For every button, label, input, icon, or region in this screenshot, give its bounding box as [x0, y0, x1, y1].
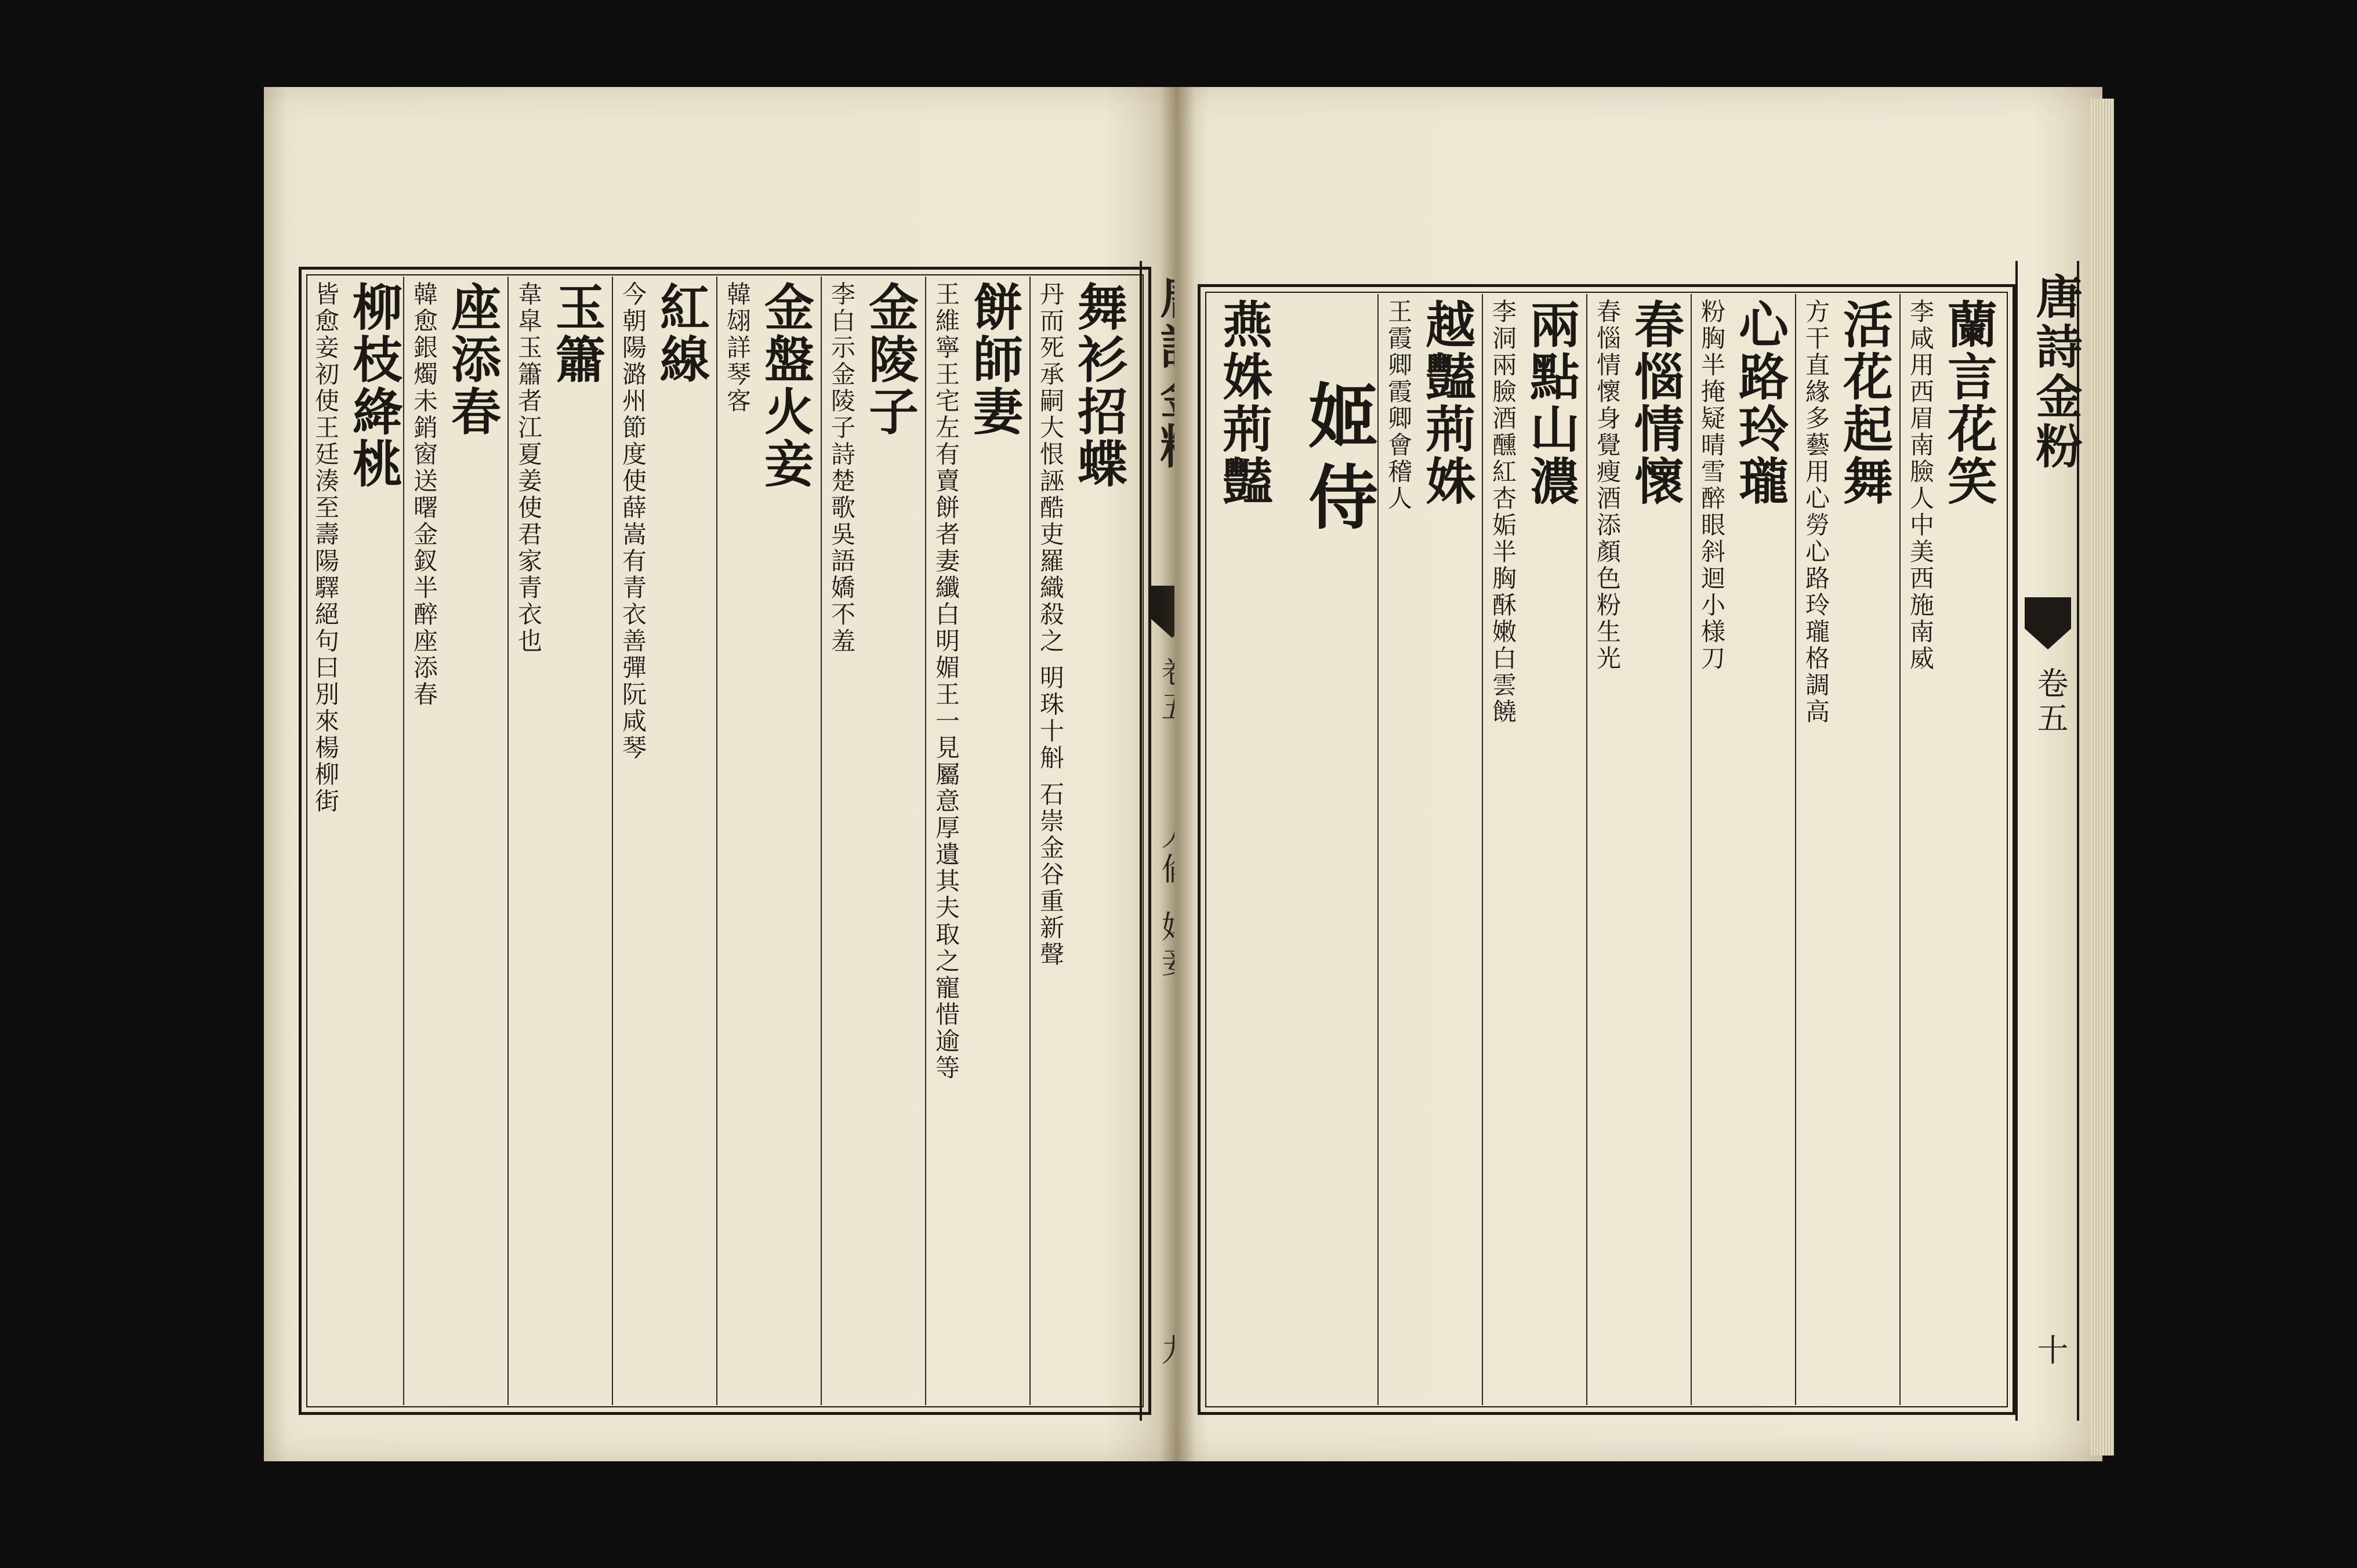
text-column-headword: 金盤火妾 — [756, 281, 814, 490]
column-rule — [716, 277, 717, 1405]
margin-volume: 卷五 — [2032, 667, 2069, 736]
column-rule — [925, 277, 926, 1405]
text-column-headword: 玉簫 — [547, 281, 605, 386]
margin-book-title: 唐詩金粉 — [2028, 273, 2083, 472]
text-column-headword: 柳枝絳桃 — [344, 281, 402, 490]
column-rule — [821, 277, 822, 1405]
text-column-note: 皆愈妾初使王廷湊至壽陽驛絕句曰別來楊柳街 — [311, 281, 340, 815]
text-column-note: 韓愈銀燭未銷窗送曙金釵半醉座添春 — [410, 281, 438, 708]
right-text-frame — [1198, 284, 2015, 1415]
text-column-headword: 蘭言花笑 — [1939, 299, 1997, 507]
text-column-headword: 金陵子 — [860, 281, 919, 438]
text-column-note: 丹而死承嗣大恨誣酷吏羅織殺之 明珠十斛 石崇金谷重新聲 — [1036, 281, 1065, 968]
column-rule — [612, 277, 613, 1405]
column-rule — [1482, 294, 1483, 1405]
text-column-note: 李白示金陵子詩楚歌吳語嬌不羞 — [828, 281, 856, 655]
column-rule — [1377, 294, 1379, 1405]
column-rule — [1029, 277, 1031, 1405]
text-column-note: 春惱情懷身覺瘦酒添顏色粉生光 — [1593, 299, 1622, 672]
text-column-headword: 春惱情懷 — [1626, 299, 1684, 507]
column-rule — [507, 277, 509, 1405]
text-column-note: 李咸用西眉南臉人中美西施南威 — [1906, 299, 1935, 672]
page-edge-stack — [2091, 99, 2114, 1456]
column-rule — [1899, 294, 1901, 1405]
page-number: 十 — [2032, 1334, 2069, 1369]
text-column-headword: 兩點山濃 — [1521, 299, 1580, 507]
left-text-frame — [299, 267, 1151, 1415]
right-page-margin-column — [2015, 261, 2083, 1421]
text-column-note: 韓翃詳琴客 — [723, 281, 752, 415]
text-column-headword: 座添春 — [443, 281, 501, 438]
column-rule — [1691, 294, 1692, 1405]
column-rule — [403, 277, 404, 1405]
text-column-headword: 燕姝荊豔 — [1214, 299, 1272, 507]
text-column-note: 王霞卿霞卿會稽人 — [1384, 299, 1413, 512]
text-column-note: 李洞兩臉酒醺紅杏姤半胸酥嫩白雲饒 — [1489, 299, 1517, 725]
text-column-headword: 紅線 — [651, 281, 710, 386]
section-title: 姬侍 — [1297, 380, 1379, 542]
open-book — [264, 87, 2114, 1467]
right-page — [1174, 87, 2102, 1461]
text-column-note: 王維寧王宅左有賣餅者妻纖白明媚王一見屬意厚遺其夫取之寵惜逾等 — [932, 281, 960, 1081]
column-rule — [1795, 294, 1796, 1405]
book-gutter — [1160, 87, 1195, 1461]
column-rule — [1586, 294, 1587, 1405]
text-column-headword: 越豔荊姝 — [1417, 299, 1475, 507]
text-column-headword: 心路玲瓏 — [1730, 299, 1789, 507]
text-column-headword: 活花起舞 — [1834, 299, 1893, 507]
left-page — [264, 87, 1174, 1461]
text-column-note: 今朝陽潞州節度使薛嵩有青衣善彈阮咸琴 — [619, 281, 647, 761]
text-column-headword: 餅師妻 — [964, 281, 1023, 438]
fishtail-mark — [2025, 597, 2071, 649]
text-column-headword: 舞衫招蝶 — [1069, 281, 1127, 490]
text-column-note: 韋皐玉簫者江夏姜使君家青衣也 — [514, 281, 543, 655]
text-column-note: 方干直緣多藝用心勞心路玲瓏格調高 — [1802, 299, 1830, 725]
text-column-note: 粉胸半掩疑晴雪醉眼斜迴小様刀 — [1698, 299, 1726, 672]
